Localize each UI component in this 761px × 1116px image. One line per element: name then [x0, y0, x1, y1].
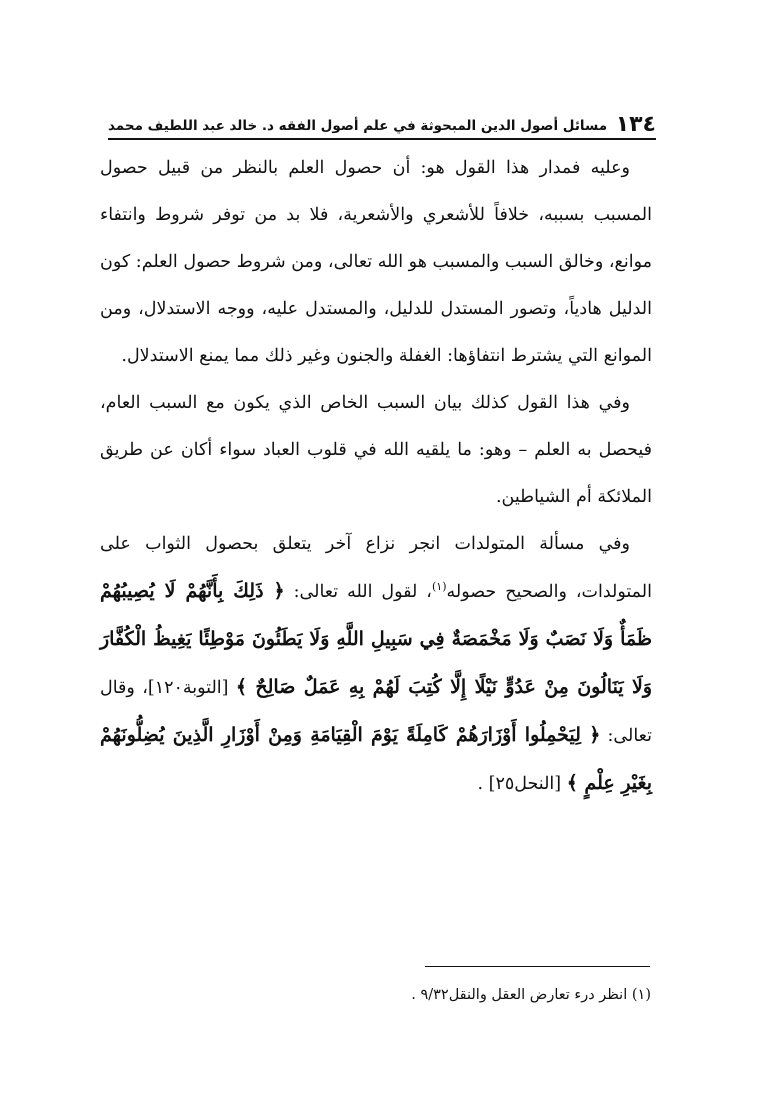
- paragraph-3: [100, 521, 652, 808]
- footnote: [411, 984, 651, 1006]
- paragraph-1: وعليه فمدار هذا القول هو: أن حصول العلم بالنظر من قبيل حصول المسبب بسببه، خلافاً للأشعري والأشعرية، فلا بد من توفر شروط وانتفاء موانع، وخالق السبب والمسبب هو الله تعالى، ومن شروط حصول العلم: كون الدليل هادياً، وتصور المستدل للدليل، والمستدل عليه، ووجه الاستدلال، ومن الموانع التي يشترط انتفاؤها: الغفلة والجنون وغير ذلك مما يمنع الاستدلال.: [100, 158, 652, 366]
- footnote-text: انظر درء تعارض العقل والنقل٩/٣٢ .: [411, 987, 628, 1003]
- paragraph-3-mid: ، وقال تعالى:: [100, 678, 652, 746]
- paragraph-3-end: .: [477, 774, 489, 794]
- verse-2-reference: [النحل٢٥]: [488, 774, 562, 794]
- verse-1-reference: [التوبة١٢٠]: [147, 678, 229, 698]
- body-text: [100, 145, 652, 808]
- paragraph-3-lead: ، لقول الله تعالى:: [293, 582, 432, 602]
- header-rule: [108, 138, 656, 140]
- paragraph-3-intro: وفي مسألة المتولدات انجر نزاع آخر يتعلق بحصول الثواب على المتولدات، والصحيح حصوله: [100, 534, 652, 602]
- quran-verse-1: ﴿ ذَلِكَ بِأَنَّهُمْ لَا يُصِيبُهُمْ ظَمَأٌ وَلَا نَصَبٌ وَلَا مَخْمَصَةٌ فِي سَبِيلِ اللَّهِ وَلَا يَطَئُونَ مَوْطِئًا يَغِيظُ الْكُفَّارَ وَلَا يَنَالُونَ مِنْ عَدُوٍّ نَيْلًا إِلَّا كُتِبَ لَهُمْ بِهِ عَمَلٌ صَالِحٌ ﴾: [100, 580, 652, 698]
- paragraph-2: وفي هذا القول كذلك بيان السبب الخاص الذي يكون مع السبب العام، فيحصل به العلم – وهو: ما يلقيه الله في قلوب العباد سواء أكان عن طريق الملائكة أم الشياطين.: [100, 393, 652, 507]
- footnote-marker: (١): [631, 987, 651, 1003]
- running-title: مسائل أصول الدين المبحوثة في علم أصول الفقه د. خالد عبد اللطيف محمد: [108, 118, 608, 134]
- page-header: [108, 112, 656, 138]
- quran-verse-2: ﴿ لِيَحْمِلُوا أَوْزَارَهُمْ كَامِلَةً يَوْمَ الْقِيَامَةِ وَمِنْ أَوْزَارِ الَّذِينَ يُضِلُّونَهُمْ بِغَيْرِ عِلْمٍ ﴾: [100, 724, 652, 794]
- footnote-rule: [425, 966, 650, 967]
- footnote-reference[interactable]: (١): [431, 580, 447, 594]
- page-number: ١٣٤: [615, 112, 656, 137]
